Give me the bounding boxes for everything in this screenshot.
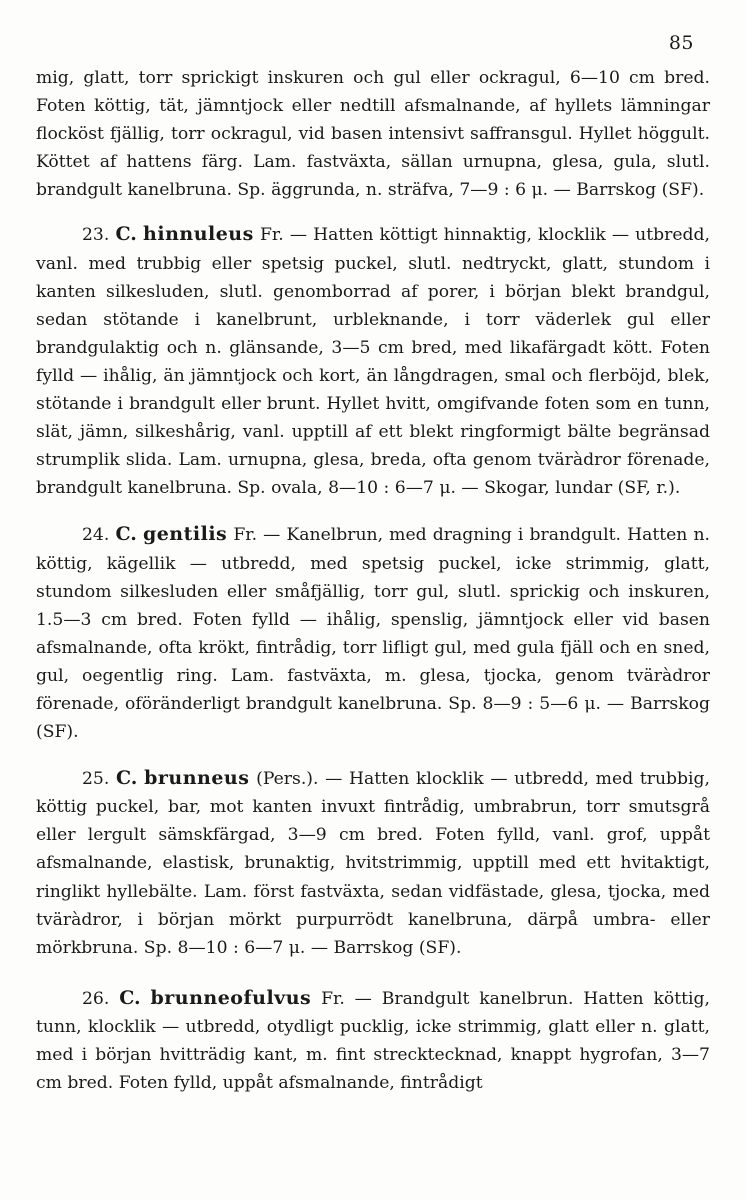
entry-26 [36, 984, 710, 1097]
entry-species: hinnuleus [143, 223, 254, 246]
entry-genus: C. [116, 767, 138, 790]
entry-species: brunneus [144, 767, 250, 790]
entry-description: — Hatten klocklik — utbredd, med trubbig, köttig puckel, bar, mot kanten invuxt fintrådig, umbrabrun, torr smutsgrå eller lergult sämskfärgad, 3—9 cm bred. Foten fylld, vanl. grof, uppåt afsmalnande, elastisk, brunaktig, hvitstrimmig, upptill med ett hvitaktigt, ringlikt hyllebälte. Lam. först fastväxta, sedan vidfästade, glesa, tjocka, med tväràdror, i början mörkt purpurrödt kanelbruna, därpå umbra- eller mörkbruna. Sp. 8—10 : 6—7 μ. — Barrskog (SF). [36, 769, 710, 958]
entry-description: — Kanelbrun, med dragning i brandgult. Hatten n. köttig, kägellik — utbredd, med spetsig puckel, icke strimmig, glatt, stundom silkesluden eller småfjällig, torr gul, slutl. sprickig och inskuren, 1.5—3 cm bred. Foten fylld — ihålig, spenslig, jämntjock eller vid basen afsmalnande, ofta krökt, fintrådig, torr lifligt gul, med gula fjäll och en sned, gul, oegentlig ring. Lam. fastväxta, m. glesa, tjocka, genom tväràdror förenade, oföränderligt brandgult kanelbruna. Sp. 8—9 : 5—6 μ. — Barrskog (SF). [36, 525, 710, 743]
page-number: 85 [668, 32, 694, 54]
entry-authority: (Pers.). [256, 769, 319, 790]
entry-genus: C. [119, 986, 141, 1009]
body-text [36, 64, 710, 1097]
entry-species: gentilis [142, 523, 228, 546]
entry-genus: C. [115, 523, 137, 546]
entry-description: — Hatten köttigt hinnaktig, klocklik — utbredd, vanl. med trubbig eller spetsig puckel, slutl. nedtryckt, glatt, stundom i kanten silkesluden, slutl. genomborrad af porer, i början blekt brandgul, sedan stötande i kanelbrunt, urbleknande, i torr väderlek gul eller brandgulaktig och n. glänsande, 3—5 cm bred, med likafärgadt kött. Foten fylld — ihålig, än jämntjock och kort, än långdragen, smal och flerböjd, blek, stötande i brandgult eller brunt. Hyllet hvitt, omgifvande foten som en tunn, slät, jämn, silkeshårig, vanl. upptill af ett blekt ringformigt bälte begränsad strumplik slida. Lam. urnupna, glesa, breda, ofta genom tväràdror förenade, brandgult kanelbruna. Sp. ovala, 8—10 : 6—7 μ. — Skogar, lundar (SF, r.). [36, 225, 711, 499]
continuation-paragraph: mig, glatt, torr sprickigt inskuren och gul eller ockragul, 6—10 cm bred. Foten köttig, tät, jämntjock eller nedtill afsmalnande, af hyllets lämningar flocköst fjällig, torr ockragul, vid basen intensivt saffransgul. Hyllet höggult. Köttet af hattens färg. Lam. fastväxta, sällan urnupna, glesa, gula, slutl. brandgult kanelbruna. Sp. äggrunda, n. sträfva, 7—9 : 6 μ. — Barrskog (SF). [36, 68, 710, 201]
entry-number: 23. [82, 225, 110, 246]
entry-number: 24. [82, 525, 110, 546]
entry-genus: C. [115, 223, 137, 246]
entry-authority: Fr. [321, 988, 345, 1009]
entry-25 [36, 764, 710, 962]
entry-24 [36, 520, 710, 746]
entry-species: brunneofulvus [150, 986, 312, 1009]
entry-description: — Brandgult kanelbrun. Hatten köttig, tunn, klocklik — utbredd, otydligt pucklig, icke strimmig, glatt eller n. glatt, med i början hvitträdig kant, m. fint strecktecknad, knappt hygrofan, 3—7 cm bred. Foten fylld, uppåt afsmalnande, fintrådigt [36, 988, 710, 1094]
entry-number: 26. [82, 988, 110, 1009]
entry-authority: Fr. [259, 225, 284, 246]
entry-authority: Fr. [233, 525, 258, 546]
entry-number: 25. [82, 769, 110, 790]
entry-23 [36, 220, 710, 502]
